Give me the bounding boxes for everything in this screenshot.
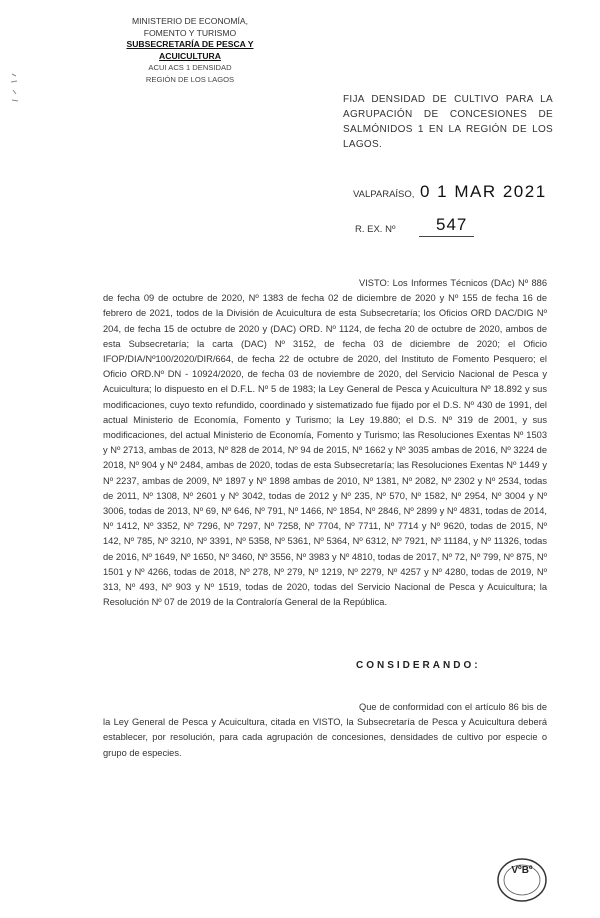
visto-body: de fecha 09 de octubre de 2020, Nº 1383 de fecha 02 de diciembre de 2020 y Nº 155 de fecha 16 de febrero de 2021, todos de la División de Acuicultura de esta Subsecretaría; los Oficios ORD DAC/DIG Nº 204, de fecha 15 de octubre de 2020 y (DAC) ORD. Nº 1124, de fecha 20 de octubre de 2020, ambos de esta Subsecretaría; la carta (DAC) Nº 3152, de fecha 03 de diciembre de 2020; el Oficio IFOP/DIA/Nº100/2020/DIR/664, de fecha 22 de octubre de 2020, del Instituto de Fomento Pesquero; el Oficio ORD.Nº DN - 10924/2020, de fecha 03 de noviembre de 2020, del Servicio Nacional de Pesca y Acuicultura; lo dispuesto en el D.F.L. Nº 5 de 1983; la Ley General de Pesca y Acuicultura Nº 18.892 y sus modificaciones, cuyo texto refundido, coordinado y sistematizado fue fijado por el D.S. Nº 430 de 1991, del actual Ministerio de Economía, Fomento y Turismo; la Ley 19.880; el D.S. Nº 319 de 2001, y sus modificaciones, del actual Ministerio de Economía, Fomento y Turismo; las Resoluciones Exentas Nº 1503 y Nº 2713, ambas de 2013, Nº 828 de 2014, Nº 94 de 2015, Nº 1662 y Nº 3035 ambas de 2016, Nº 3224 de 2018, Nº 904 y Nº 2484, ambas de 2020, todas de esta Subsecretaría; las Resoluciones Exentas Nº 1449 y Nº 2237, ambas de 2009, Nº 1897 y Nº 1898 ambas de 2010, Nº 1381, Nº 2082, Nº 2302 y Nº 2534, todas de 2011, Nº 1308, Nº 2601 y Nº 3042, todas de 2012 y Nº 235, Nº 570, Nº 1582, Nº 2954, Nº 3004 y Nº 3006, todas de 2013, Nº 69, Nº 646, Nº 791, Nº 1466, Nº 1854, Nº 2846, Nº 2899 y Nº 4831, todas de 2014, Nº 1412, Nº 3352, Nº 7296, Nº 7297, Nº 7258, Nº 7704, Nº 7711, Nº 7714 y Nº 9620, todas de 2015, Nº 142, Nº 785, Nº 3210, Nº 3391, Nº 5358, Nº 5361, Nº 5364, Nº 6312, Nº 7921, Nº 11184, y Nº 11326, todas de 2016, Nº 1649, Nº 1650, Nº 3460, Nº 3556, Nº 3983 y Nº 4810, todas de 2017, Nº 72, Nº 799, Nº 875, Nº 1501 y Nº 4266, todas de 2018, Nº 278, Nº 279, Nº 1219, Nº 2279, Nº 4257 y Nº 4280, todas de 2019, Nº 313, Nº 493, Nº 903 y Nº 1519, todas de 2020, todas del Servicio Nacional de Pesca y Acuicultura; la Resolución Nº 07 de 2019 de la Contraloría General de la República. bbox=[103, 293, 547, 608]
visto-paragraph bbox=[103, 276, 547, 610]
place-label: VALPARAÍSO, bbox=[353, 189, 415, 200]
considerando-body: de la Ley General de Pesca y Acuicultura, citada en VISTO, la Subsecretaría de Pesca y Acuicultura deberá establecer, por resolución, para cada agrupación de concesiones, densidades de cultivo por especie o grupo de especies. bbox=[103, 702, 548, 758]
subsecretaria-line: SUBSECRETARÍA DE PESCA Y ACUICULTURA bbox=[126, 39, 254, 61]
ministry-line-2: FOMENTO Y TURISMO bbox=[143, 27, 237, 38]
approval-stamp-icon bbox=[496, 857, 548, 903]
ministry-line-1: MINISTERIO DE ECONOMÍA, bbox=[131, 16, 249, 26]
resolution-underline bbox=[419, 236, 474, 237]
date-stamp: 0 1 MAR 2021 bbox=[420, 182, 547, 201]
resolution-number: 547 bbox=[436, 215, 468, 234]
resolution-label: R. EX. Nº bbox=[355, 224, 396, 235]
margin-marks-icon bbox=[8, 70, 22, 110]
reference-line: ACUI ACS 1 DENSIDAD bbox=[148, 63, 232, 72]
stamp-text: VºBº bbox=[511, 865, 533, 876]
considerando-heading: CONSIDERANDO: bbox=[356, 660, 481, 671]
document-subject: FIJA DENSIDAD DE CULTIVO PARA LA AGRUPACIÓN DE CONCESIONES DE SALMÓNIDOS 1 EN LA REGIÓN DE LOS LAGOS. bbox=[343, 94, 553, 150]
visto-first-line: VISTO: Los Informes Técnicos (DAc) Nº 886 bbox=[359, 278, 547, 288]
letterhead bbox=[95, 16, 285, 85]
considerando-first-line: Que de conformidad con el artículo 86 bis bbox=[359, 702, 534, 712]
considerando-paragraph bbox=[103, 700, 547, 761]
region-line: REGIÓN DE LOS LAGOS bbox=[145, 74, 235, 84]
